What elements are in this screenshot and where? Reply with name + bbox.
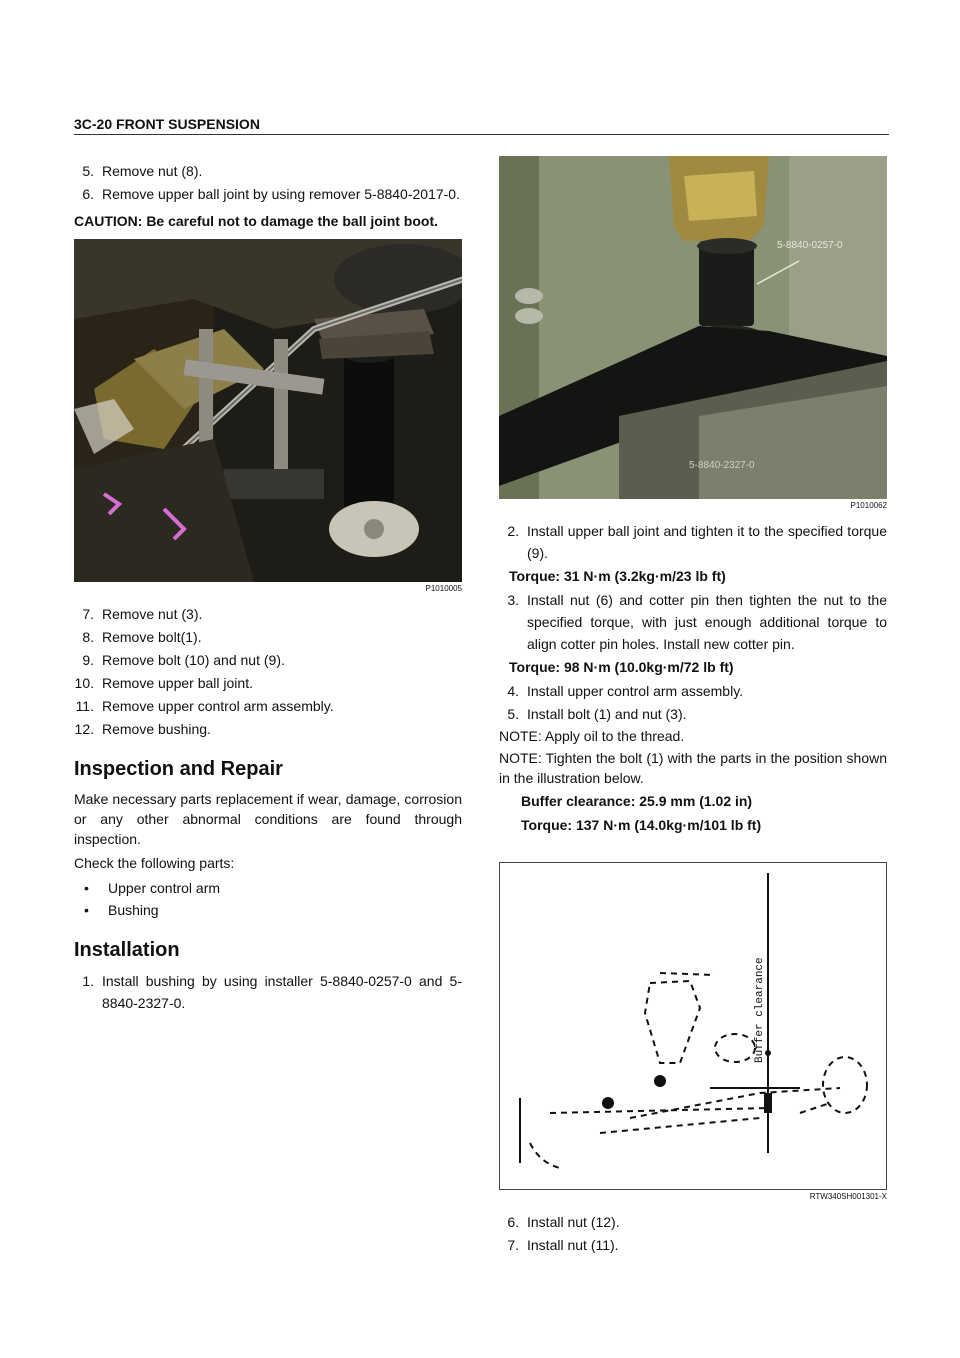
step-item [74, 672, 462, 694]
note-text: NOTE: Tighten the bolt (1) with the parts in the position shown in the illustration below. [499, 750, 887, 786]
bullet-item [84, 899, 462, 921]
photo-installer-tool [499, 156, 887, 499]
step-text: Install bolt (1) and nut (3). [527, 706, 687, 722]
step-number: 5. [507, 706, 519, 722]
buffer-clearance-spec: Buffer clearance: 25.9 mm (1.02 in) [521, 793, 753, 809]
step-text: Remove bolt(1). [102, 629, 202, 645]
step-text: Install upper ball joint and tighten it to the specified torque (9). [527, 523, 887, 561]
step-item [499, 680, 887, 702]
step-number: 8. [82, 629, 94, 645]
step-item [74, 603, 462, 625]
step-text: Install nut (12). [527, 1214, 620, 1230]
step-text: Remove nut (3). [102, 606, 203, 622]
step-number: 6. [507, 1214, 519, 1230]
buffer-clearance-diagram [499, 862, 887, 1190]
step-item [74, 160, 462, 182]
step-text: Remove bushing. [102, 721, 211, 737]
step-text: Remove nut (8). [102, 163, 203, 179]
photo-ball-joint-removal [74, 239, 462, 582]
step-number: 3. [507, 592, 519, 608]
step-item [74, 626, 462, 648]
step-text: Remove upper ball joint. [102, 675, 253, 691]
check-paragraph: Check the following parts: [74, 855, 235, 871]
bullet-text: Bushing [108, 902, 159, 918]
note-text: NOTE: Apply oil to the thread. [499, 728, 685, 744]
step-text: Remove upper ball joint by using remover 5-8840-2017-0. [102, 186, 460, 202]
step-item [499, 1234, 887, 1256]
inspection-paragraph: Make necessary parts replacement if wear, damage, corrosion or any other abnormal conditions are found through inspection. [74, 791, 462, 847]
step-number: 7. [507, 1237, 519, 1253]
header-rule [74, 134, 889, 135]
torque-spec: Torque: 137 N·m (14.0kg·m/101 lb ft) [521, 817, 762, 833]
step-item [74, 183, 462, 205]
step-number: 7. [82, 606, 94, 622]
bullet-item [84, 877, 462, 899]
left-column [74, 160, 462, 1015]
diagram-label-buffer: Buffer clearance [754, 957, 766, 1063]
bullet-dot: • [84, 880, 89, 896]
buffer-clearance-illustration [500, 863, 886, 1189]
step-text: Install nut (6) and cotter pin then tighten the nut to the specified torque, with just enough additional torque to align cotter pin holes. Install new cotter pin. [527, 592, 887, 652]
step-item [499, 703, 887, 725]
torque-spec: Torque: 31 N·m (3.2kg·m/23 lb ft) [509, 568, 726, 584]
step-number: 12. [74, 721, 94, 737]
step-number: 4. [507, 683, 519, 699]
bullet-text: Upper control arm [108, 880, 221, 896]
photo-label-tool1: 5-8840-0257-0 [777, 240, 843, 251]
step-number: 2. [507, 523, 519, 539]
step-text: Install nut (11). [527, 1237, 619, 1253]
photo-label-tool2: 5-8840-2327-0 [689, 460, 755, 471]
step-item [74, 649, 462, 671]
step-number: 6. [82, 186, 94, 202]
page-header: 3C-20 FRONT SUSPENSION [74, 116, 260, 132]
step-item [499, 520, 887, 564]
step-text: Install upper control arm assembly. [527, 683, 744, 699]
photo-ball-joint-removal-image [74, 239, 462, 582]
step-item [74, 718, 462, 740]
right-column [499, 156, 887, 1257]
step-item [74, 970, 462, 1014]
step-item [499, 1211, 887, 1233]
section-heading-inspection: Inspection and Repair [74, 758, 283, 780]
bullet-dot: • [84, 902, 89, 918]
caution-text: CAUTION: Be careful not to damage the ball joint boot. [74, 213, 439, 229]
step-text: Remove upper control arm assembly. [102, 698, 334, 714]
step-number: 1. [82, 973, 94, 989]
photo-installer-tool-image [499, 156, 887, 499]
step-number: 10. [74, 675, 94, 691]
photo-caption: P1010062 [850, 501, 887, 510]
step-text: Install bushing by using installer 5-8840-0257-0 and 5-8840-2327-0. [102, 973, 462, 1011]
step-text: Remove bolt (10) and nut (9). [102, 652, 285, 668]
step-item [74, 695, 462, 717]
torque-spec: Torque: 98 N·m (10.0kg·m/72 lb ft) [509, 659, 734, 675]
step-number: 9. [82, 652, 94, 668]
step-number: 5. [82, 163, 94, 179]
section-heading-installation: Installation [74, 939, 180, 961]
step-item [499, 589, 887, 655]
photo-caption: P1010005 [425, 584, 462, 593]
diagram-caption: RTW340SH001301-X [809, 1192, 887, 1201]
step-number: 11. [75, 698, 94, 714]
